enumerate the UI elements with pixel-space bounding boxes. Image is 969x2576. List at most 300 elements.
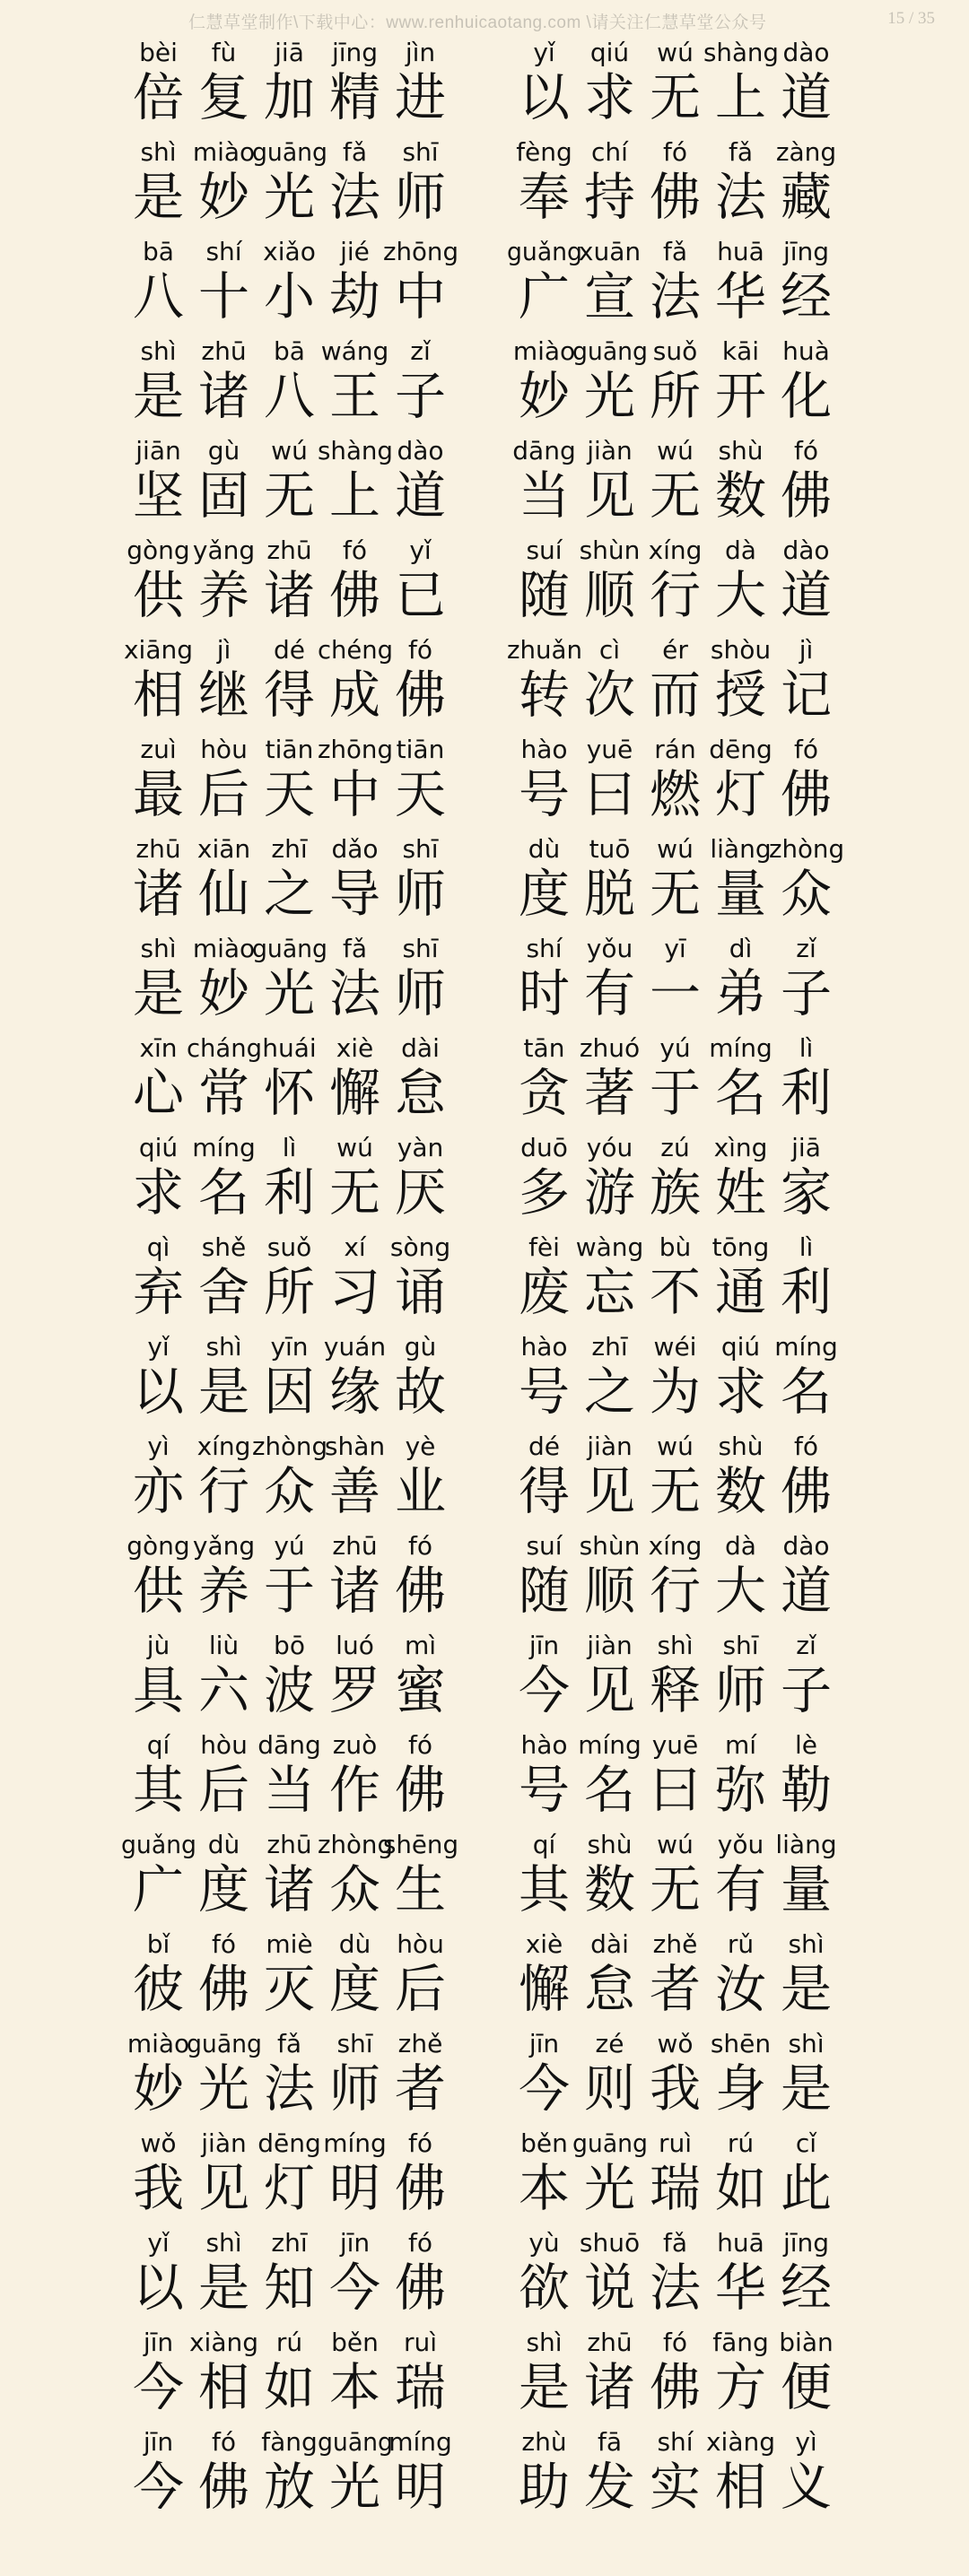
hanzi-character: 贪 [519,1064,570,1123]
hanzi-character: 加 [264,68,315,127]
character-unit [322,1728,388,1828]
hanzi-character: 佛 [395,1562,446,1621]
character-unit [188,2326,259,2425]
hanzi-character: 经 [781,267,832,326]
character-unit [191,1728,257,1828]
pinyin-label: fèi [528,1232,560,1262]
hanzi-character: 行 [650,566,701,625]
hanzi-character: 本 [329,2358,380,2417]
pinyin-label: dù [207,1830,240,1859]
hanzi-character: 明 [395,2458,446,2517]
hanzi-character: 明 [329,2159,380,2218]
character-unit [251,135,327,235]
hanzi-character: 生 [395,1860,446,1919]
verse-line-left [126,832,453,932]
pinyin-label: wú [657,1830,694,1859]
hanzi-character: 道 [781,566,832,625]
character-unit [642,932,708,1031]
hanzi-character: 诸 [133,865,184,924]
pinyin-label: gù [404,1332,437,1362]
hanzi-character: 缘 [329,1362,380,1422]
pinyin-label: yú [659,1033,691,1063]
verse-row [0,235,969,335]
hanzi-character: 坚 [133,466,184,526]
hanzi-character: 无 [650,865,701,924]
pinyin-label: suǒ [266,1232,312,1262]
pinyin-label: zǐ [410,336,431,366]
character-unit [126,235,191,335]
pinyin-label: lì [282,1133,297,1162]
pinyin-label: gòng [127,535,190,565]
pinyin-label: yīn [270,1332,309,1362]
character-unit [577,2326,642,2425]
pinyin-label: gòng [127,1531,190,1561]
pinyin-label: jīn [339,2228,371,2258]
character-unit [773,1828,839,1928]
character-unit [708,1031,773,1131]
pinyin-label: tiān [265,735,314,764]
pinyin-label: rǔ [727,1929,755,1959]
hanzi-character: 法 [329,168,380,227]
character-unit [388,1031,453,1131]
hanzi-character: 灭 [264,1960,315,2019]
hanzi-character: 光 [264,964,315,1023]
character-unit [642,832,708,932]
pinyin-label: zàng [775,137,837,167]
hanzi-character: 一 [650,964,701,1023]
hanzi-character: 瑞 [395,2358,446,2417]
pinyin-label: shì [788,2029,825,2058]
pinyin-label: jīn [528,1631,560,1660]
character-unit [708,1529,773,1629]
character-unit [577,2226,642,2326]
pinyin-label: fǎ [662,237,688,266]
pinyin-label: yǎng [192,535,256,565]
character-unit [577,1231,642,1330]
verse-line-left [126,2027,453,2127]
verse-row [0,2027,969,2127]
character-unit [388,1430,453,1529]
pinyin-label: liù [208,1631,240,1660]
verse-row [0,832,969,932]
hanzi-character: 诸 [264,566,315,625]
character-unit [577,434,642,534]
character-unit [322,1529,388,1629]
pinyin-label: shù [718,436,764,466]
character-unit [773,36,839,135]
hanzi-character: 大 [715,1562,766,1621]
hanzi-character: 佛 [395,2258,446,2318]
hanzi-character: 瑞 [650,2159,701,2218]
verse-line-left [126,135,453,235]
hanzi-character: 废 [519,1263,570,1322]
hanzi-character: 姓 [715,1163,766,1223]
character-unit [642,2027,708,2127]
character-unit [773,1629,839,1728]
pinyin-label: xiàng [705,2427,776,2457]
hanzi-character: 大 [715,566,766,625]
verse-line-left [126,2127,453,2226]
hanzi-character: 懈 [329,1064,380,1123]
character-unit [703,36,779,135]
character-unit [773,2127,839,2226]
hanzi-character: 妙 [198,168,249,227]
pinyin-label: jīng [782,2228,830,2258]
character-unit [322,534,388,633]
character-unit [191,1330,257,1430]
pinyin-label: shēng [382,1830,458,1859]
character-unit [126,1728,191,1828]
hanzi-character: 弥 [715,1761,766,1820]
character-unit [126,932,191,1031]
character-unit [126,2127,191,2226]
hanzi-character: 见 [198,2159,249,2218]
character-unit [708,633,773,733]
hanzi-character: 我 [133,2159,184,2218]
hanzi-character: 助 [519,2458,570,2517]
verse-row [0,2425,969,2525]
character-unit [642,1131,708,1231]
pinyin-label: lì [799,1232,814,1262]
hanzi-character: 家 [781,1163,832,1223]
pinyin-label: shì [205,2228,242,2258]
hanzi-character: 习 [329,1263,380,1322]
verse-row [0,36,969,135]
character-unit [511,1728,577,1828]
pinyin-label: shī [402,137,439,167]
pinyin-label: wú [657,834,694,864]
pinyin-label: zuò [332,1730,378,1760]
pinyin-label: hào [520,1730,568,1760]
hanzi-character: 光 [584,367,635,426]
character-unit [322,1031,388,1131]
hanzi-character: 见 [584,1661,635,1720]
character-unit [708,1728,773,1828]
hanzi-character: 法 [329,964,380,1023]
pinyin-label: shí [657,2427,694,2457]
verse-line-right [511,335,839,434]
hanzi-character: 行 [650,1562,701,1621]
hanzi-character: 后 [198,1761,249,1820]
hanzi-character: 是 [198,1362,249,1422]
pinyin-label: fó [794,735,818,764]
hanzi-character: 记 [781,666,832,725]
header-watermark-text: 仁慧草堂制作\下载中心：www.renhuicaotang.com \请关注仁慧草堂公众号 [188,13,767,32]
character-unit [317,1828,393,1928]
hanzi-character: 固 [198,466,249,526]
character-unit [257,335,322,434]
character-unit [642,1330,708,1430]
hanzi-character: 子 [395,367,446,426]
verse-row [0,1131,969,1231]
pinyin-label: kāi [721,336,760,366]
hanzi-character: 名 [198,1163,249,1223]
pinyin-label: zhòng [317,1830,393,1859]
pinyin-label: yuán [323,1332,387,1362]
pinyin-label: míng [578,1730,642,1760]
pinyin-label: xìng [713,1133,768,1162]
pinyin-label: běn [331,2328,379,2357]
hanzi-character: 弃 [133,1263,184,1322]
hanzi-character: 常 [198,1064,249,1123]
pinyin-label: zǐ [796,934,816,963]
hanzi-character: 复 [198,68,249,127]
character-unit [388,2425,453,2525]
hanzi-character: 者 [650,1960,701,2019]
pinyin-label: dǎo [331,834,379,864]
character-unit [317,2425,393,2525]
pinyin-label: duō [520,1133,568,1162]
hanzi-character: 师 [715,1661,766,1720]
pinyin-label: jiàn [587,1432,633,1461]
character-unit [642,1928,708,2027]
character-unit [322,2226,388,2326]
verse-row [0,1728,969,1828]
hanzi-character: 有 [584,964,635,1023]
character-unit [773,2226,839,2326]
character-unit [705,2425,776,2525]
verse-line-right [511,832,844,932]
pinyin-label: dēng [709,735,773,764]
character-unit [257,434,322,534]
character-unit [322,1430,388,1529]
pinyin-label: shī [402,834,439,864]
character-unit [708,2326,773,2425]
hanzi-character: 因 [264,1362,315,1422]
hanzi-character: 次 [584,666,635,725]
hanzi-character: 八 [264,367,315,426]
pinyin-label: tiān [396,735,445,764]
hanzi-character: 游 [584,1163,635,1223]
verse-row [0,2326,969,2425]
hanzi-character: 以 [519,68,570,127]
pinyin-label: yì [147,1432,170,1461]
hanzi-character: 佛 [650,168,701,227]
character-unit [642,2326,708,2425]
character-unit [126,1031,191,1131]
pinyin-label: shì [140,137,177,167]
hanzi-character: 众 [781,865,832,924]
hanzi-character: 中 [395,267,446,326]
verse-line-left [126,2425,453,2525]
verse-row [0,434,969,534]
pinyin-label: shì [657,1631,694,1660]
verse-line-right [511,932,839,1031]
pinyin-label: jiàn [587,1631,633,1660]
character-unit [511,2425,577,2525]
pinyin-label: xiè [525,1929,563,1959]
hanzi-character: 其 [519,1860,570,1919]
hanzi-character: 多 [519,1163,570,1223]
pinyin-label: dāng [258,1730,321,1760]
hanzi-character: 数 [715,466,766,526]
verse-row [0,1828,969,1928]
pinyin-label: mì [404,1631,437,1660]
pinyin-label: suǒ [652,336,698,366]
character-unit [642,1430,708,1529]
pinyin-label: fǎ [342,137,368,167]
character-unit [708,733,773,832]
pinyin-label: shí [526,934,563,963]
verse-line-right [511,1629,839,1728]
hanzi-character: 如 [264,2358,315,2417]
character-unit [257,1231,322,1330]
character-unit [577,932,642,1031]
pinyin-label: rú [275,2328,303,2357]
character-unit [506,633,582,733]
hanzi-character: 脱 [584,865,635,924]
character-unit [572,2127,648,2226]
character-unit [642,235,708,335]
character-unit [257,2425,322,2525]
character-unit [506,235,582,335]
pinyin-label: jì [799,635,814,665]
hanzi-character: 度 [329,1960,380,2019]
character-unit [322,235,388,335]
hanzi-character: 亦 [133,1462,184,1521]
pinyin-label: qì [146,1232,170,1262]
pinyin-label: míng [388,2427,452,2457]
character-unit [708,2226,773,2326]
verse-line-left [126,1430,453,1529]
character-unit [382,1828,458,1928]
pinyin-label: yuē [586,735,633,764]
hanzi-character: 当 [519,466,570,526]
hanzi-character: 法 [650,2258,701,2318]
pinyin-label: suí [526,1531,563,1561]
hanzi-character: 通 [715,1263,766,1322]
hanzi-character: 灯 [264,2159,315,2218]
verse-line-right [511,1529,839,1629]
character-unit [322,1131,388,1231]
character-unit [322,36,388,135]
character-unit [126,1629,191,1728]
verse-row [0,633,969,733]
character-unit [708,2027,773,2127]
character-unit [511,1529,577,1629]
character-unit [191,1629,257,1728]
hanzi-character: 于 [650,1064,701,1123]
pinyin-label: shù [587,1830,633,1859]
hanzi-character: 是 [133,367,184,426]
character-unit [511,1131,577,1231]
scripture-verses [0,36,969,2525]
hanzi-character: 是 [781,1960,832,2019]
pinyin-label: bā [143,237,174,266]
hanzi-character: 释 [650,1661,701,1720]
hanzi-character: 光 [264,168,315,227]
character-unit [773,1430,839,1529]
hanzi-character: 利 [781,1064,832,1123]
pinyin-label: xíng [648,535,703,565]
verse-row [0,2226,969,2326]
pinyin-label: fù [211,38,237,67]
pinyin-label: dài [590,1929,629,1959]
hanzi-character: 于 [264,1562,315,1621]
hanzi-character: 佛 [650,2358,701,2417]
character-unit [708,832,773,932]
hanzi-character: 则 [584,2059,635,2119]
pinyin-label: shì [140,934,177,963]
hanzi-character: 诸 [264,1860,315,1919]
pinyin-label: qiú [138,1133,179,1162]
character-unit [257,2326,322,2425]
verse-row [0,1330,969,1430]
pinyin-label: yuē [651,1730,699,1760]
hanzi-character: 光 [329,2458,380,2517]
hanzi-character: 师 [329,2059,380,2119]
pinyin-label: miào [192,934,256,963]
hanzi-character: 相 [198,2358,249,2417]
hanzi-character: 燃 [650,765,701,824]
hanzi-character: 行 [198,1462,249,1521]
character-unit [511,733,577,832]
pinyin-label: fó [408,1531,432,1561]
character-unit [773,235,839,335]
character-unit [126,135,191,235]
pinyin-label: shàn [324,1432,386,1461]
pinyin-label: shí [205,237,242,266]
verse-line-right [511,2425,839,2525]
hanzi-character: 彼 [133,1960,184,2019]
hanzi-character: 顺 [584,566,635,625]
hanzi-character: 子 [781,964,832,1023]
character-unit [257,534,322,633]
pinyin-label: xiān [196,834,251,864]
pinyin-label: shì [526,2328,563,2357]
character-unit [322,1629,388,1728]
character-unit [511,1629,577,1728]
character-unit [642,1529,708,1629]
character-unit [317,733,393,832]
hanzi-character: 名 [584,1761,635,1820]
pinyin-label: shēn [710,2029,772,2058]
character-unit [126,36,191,135]
pinyin-label: dé [528,1432,560,1461]
verse-row [0,2127,969,2226]
hanzi-character: 是 [133,168,184,227]
character-unit [191,633,257,733]
character-unit [708,1330,773,1430]
hanzi-character: 开 [715,367,766,426]
verse-row [0,733,969,832]
pinyin-label: zhī [271,2228,308,2258]
hanzi-character: 法 [264,2059,315,2119]
pinyin-label: miào [127,2029,190,2058]
character-unit [773,534,839,633]
hanzi-character: 师 [395,964,446,1023]
pinyin-label: fó [663,137,687,167]
pinyin-label: chí [591,137,628,167]
pinyin-label: shì [205,1332,242,1362]
hanzi-character: 忘 [584,1263,635,1322]
character-unit [123,633,194,733]
hanzi-character: 故 [395,1362,446,1422]
pinyin-label: bù [659,1232,692,1262]
character-unit [577,235,642,335]
pinyin-label: miào [512,336,576,366]
verse-line-right [511,2127,839,2226]
pinyin-label: xí [344,1232,366,1262]
hanzi-character: 度 [519,865,570,924]
verse-line-right [511,1728,839,1828]
hanzi-character: 道 [781,68,832,127]
verse-row [0,1529,969,1629]
character-unit [773,434,839,534]
verse-line-right [511,1928,839,2027]
hanzi-character: 众 [264,1462,315,1521]
pinyin-label: huái [262,1033,317,1063]
